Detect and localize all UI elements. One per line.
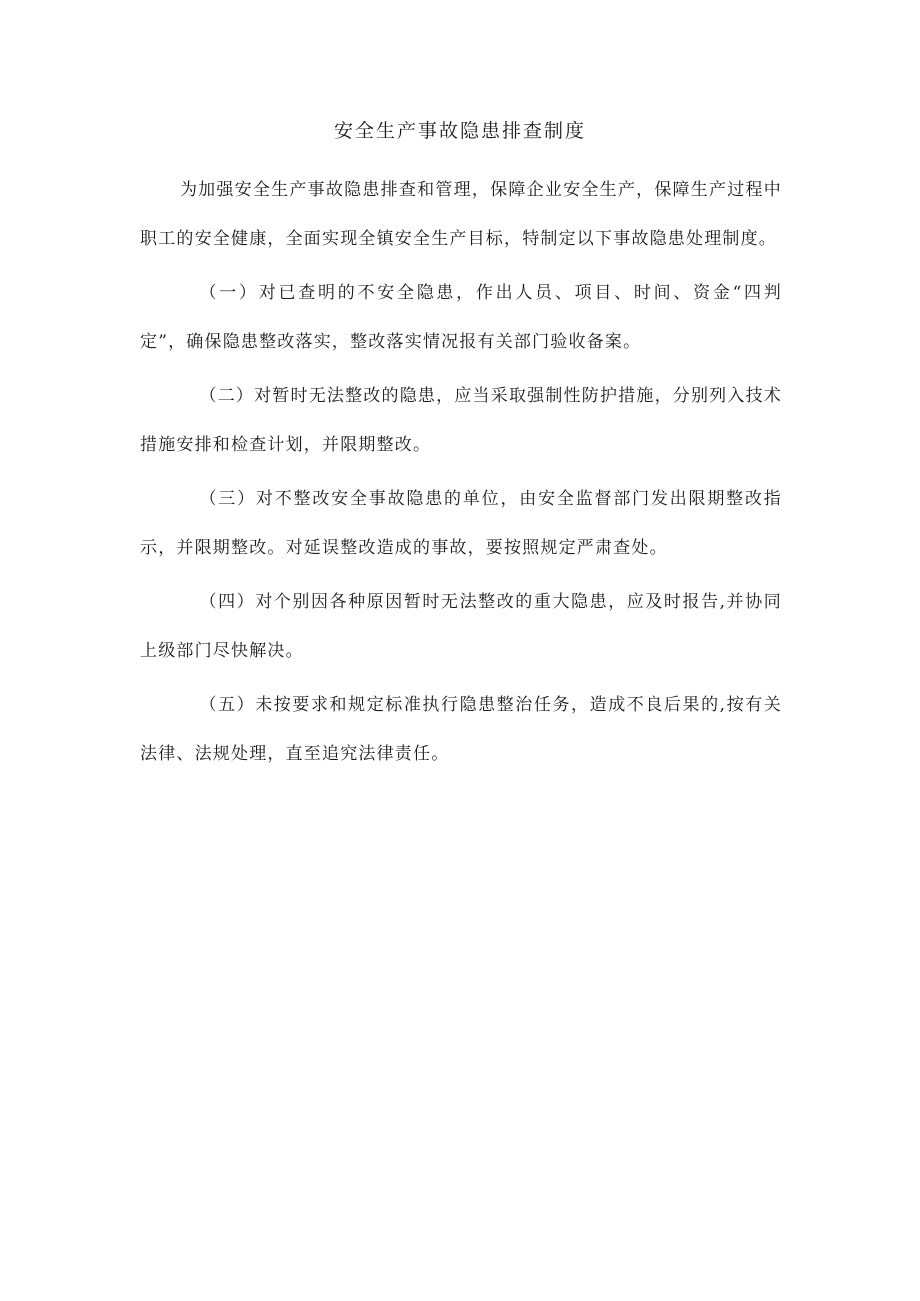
clause-3: （三）对不整改安全事故隐患的单位，由安全监督部门发出限期整改指示，并限期整改。对延误整改造成的事故，要按照规定严肃查处。 bbox=[140, 489, 782, 558]
clause-2: （二）对暂时无法整改的隐患，应当采取强制性防护措施，分别列入技术措施安排和检查计划，并限期整改。 bbox=[140, 386, 782, 455]
clause-1: （一）对已查明的不安全隐患，作出人员、项目、时间、资金“四判定”，确保隐患整改落实，整改落实情况报有关部门验收备案。 bbox=[140, 283, 782, 352]
intro-paragraph: 为加强安全生产事故隐患排查和管理，保障企业安全生产，保障生产过程中职工的安全健康，全面实现全镇安全生产目标，特制定以下事故隐患处理制度。 bbox=[140, 180, 782, 249]
clause-5: （五）未按要求和规定标准执行隐患整治任务，造成不良后果的,按有关法律、法规处理，直至追究法律责任。 bbox=[140, 695, 782, 764]
document-title: 安全生产事故隐患排查制度 bbox=[333, 120, 586, 142]
document-body bbox=[140, 166, 782, 784]
clause-4: （四）对个别因各种原因暂时无法整改的重大隐患，应及时报告,并协同上级部门尽快解决。 bbox=[140, 592, 782, 661]
